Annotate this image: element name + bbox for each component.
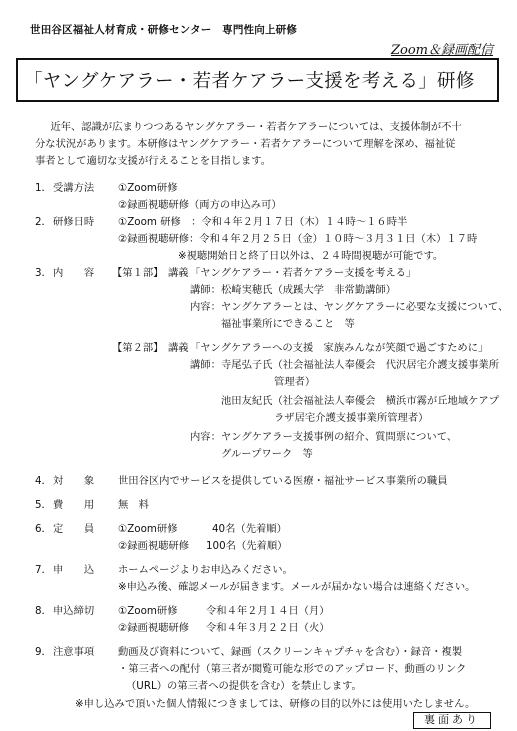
intro-line: 分な状況があります。本研修はヤングケアラー・若者ケアラーについて理解を深め、福祉従	[35, 138, 456, 150]
part-label: 【第１部】	[112, 267, 164, 279]
section-label: 費 用	[53, 499, 95, 511]
content-line: ヤングケアラー支援事例の紹介、質問票について、	[221, 431, 458, 443]
section-line: ・第三者への配付（第三者が閲覧可能な形でのアップロード、動画のリンク	[118, 663, 467, 675]
page-title: 「ヤングケアラー・若者ケアラー支援を考える」研修	[24, 71, 475, 92]
deadline-value: 令和４年３月２２日（火）	[206, 622, 330, 634]
section-line: ①Zoom 研修 ：令和４年２月１７日（木）１４時～１６時半	[118, 216, 408, 228]
section-number: 3．	[35, 267, 52, 279]
section-label: 申込締切	[53, 605, 95, 617]
lecturer-cont: ラザ居宅介護支援事業所管理者）	[274, 412, 429, 424]
lecture-title: 「ヤングケアラー・若者ケアラー支援を考える」	[190, 267, 417, 279]
delivery-method: Zoom＆録画配信	[390, 43, 493, 58]
lecturer-cont: 管理者）	[274, 376, 316, 388]
section-label: 内 容	[53, 267, 95, 279]
section-number: 2．	[35, 216, 52, 228]
section-line: ホームページよりお申込みください。	[118, 564, 293, 576]
capacity-name: ①Zoom研修	[118, 523, 178, 535]
section-label: 定 員	[53, 523, 95, 535]
section-label: 受講方法	[53, 182, 95, 194]
capacity-value: 40名（先着順）	[212, 523, 287, 535]
section-number: 6．	[35, 523, 52, 535]
section-label: 対 象	[53, 475, 95, 487]
lecturer-label: 講師：	[190, 359, 221, 371]
content-line: ヤングケアラーとは、ヤングケアラーに必要な支援について、	[221, 301, 509, 313]
intro-line: 事者として適切な支援が行えることを目指します。	[35, 155, 272, 167]
section-line: ※申込み後、確認メールが届きます。メールが届かない場合は連絡ください。	[118, 581, 476, 593]
intro-line: 近年、認識が広まりつつあるヤングケアラー・若者ケアラーについては、支援体制が不十	[50, 121, 462, 133]
deadline-name: ①Zoom研修	[118, 605, 178, 617]
section-note: ※視聴開始日と終了日以外は、２４時間視聴が可能です。	[178, 250, 444, 262]
lecturer: 松崎実穂氏（成蹊大学 非常勤講師）	[221, 284, 397, 296]
lecturer-label: 講師：	[190, 284, 221, 296]
part-label: 【第２部】	[112, 342, 164, 354]
lecture-title: 「ヤングケアラーへの支援 家族みんなが笑顔で過ごすために」	[190, 342, 489, 354]
section-number: 9．	[35, 646, 52, 658]
section-line: ②録画視聴研修（両方の申込み可）	[118, 199, 282, 211]
section-label: 注意事項	[53, 646, 95, 658]
content-label: 内容：	[190, 301, 221, 313]
lecture-label: 講義	[168, 267, 189, 279]
organization-header: 世田谷区福祉人材育成・研修センター 専門性向上研修	[30, 24, 298, 36]
section-text: 世田谷区内でサービスを提供している医療・福祉サービス事業所の職員	[118, 475, 448, 487]
content-label: 内容：	[190, 431, 221, 443]
title-box	[16, 58, 499, 102]
section-line: ①Zoom研修	[118, 182, 178, 194]
capacity-value: 100名（先着順）	[206, 540, 288, 552]
content-line: 福祉事業所にできること 等	[221, 318, 355, 330]
lecture-label: 講義	[168, 342, 189, 354]
section-line: （URL）の第三者への提供を含む）を禁止します。	[126, 680, 362, 692]
back-side-label: 裏面あり	[413, 712, 491, 729]
lecturer: 寺尾弘子氏（社会福祉法人奉優会 代沢居宅介護支援事業所	[221, 359, 500, 371]
section-label: 申 込	[53, 564, 95, 576]
lecturer: 池田友紀氏（社会福祉法人奉優会 横浜市霧が丘地域ケアプ	[221, 395, 500, 407]
section-line: 動画及び資料について、録画（スクリーンキャプチャを含む）・録音・複製	[118, 646, 463, 658]
content-line: グループワーク 等	[221, 448, 313, 460]
section-number: 1．	[35, 182, 52, 194]
section-line: ②録画視聴研修：令和４年２月２５日（金）１０時～３月３１日（木）１７時	[118, 233, 478, 245]
section-label: 研修日時	[53, 216, 95, 228]
capacity-name: ②録画視聴研修	[118, 540, 190, 552]
section-number: 7．	[35, 564, 52, 576]
section-text: 無 料	[118, 499, 149, 511]
privacy-note: ※申し込みで頂いた個人情報につきましては、研修の目的以外には使用いたしません。	[75, 698, 476, 710]
section-number: 4．	[35, 475, 52, 487]
deadline-name: ②録画視聴研修	[118, 622, 190, 634]
section-number: 5．	[35, 499, 52, 511]
deadline-value: 令和４年２月１４日（月）	[206, 605, 330, 617]
section-number: 8．	[35, 605, 52, 617]
intro-paragraph	[35, 119, 485, 170]
